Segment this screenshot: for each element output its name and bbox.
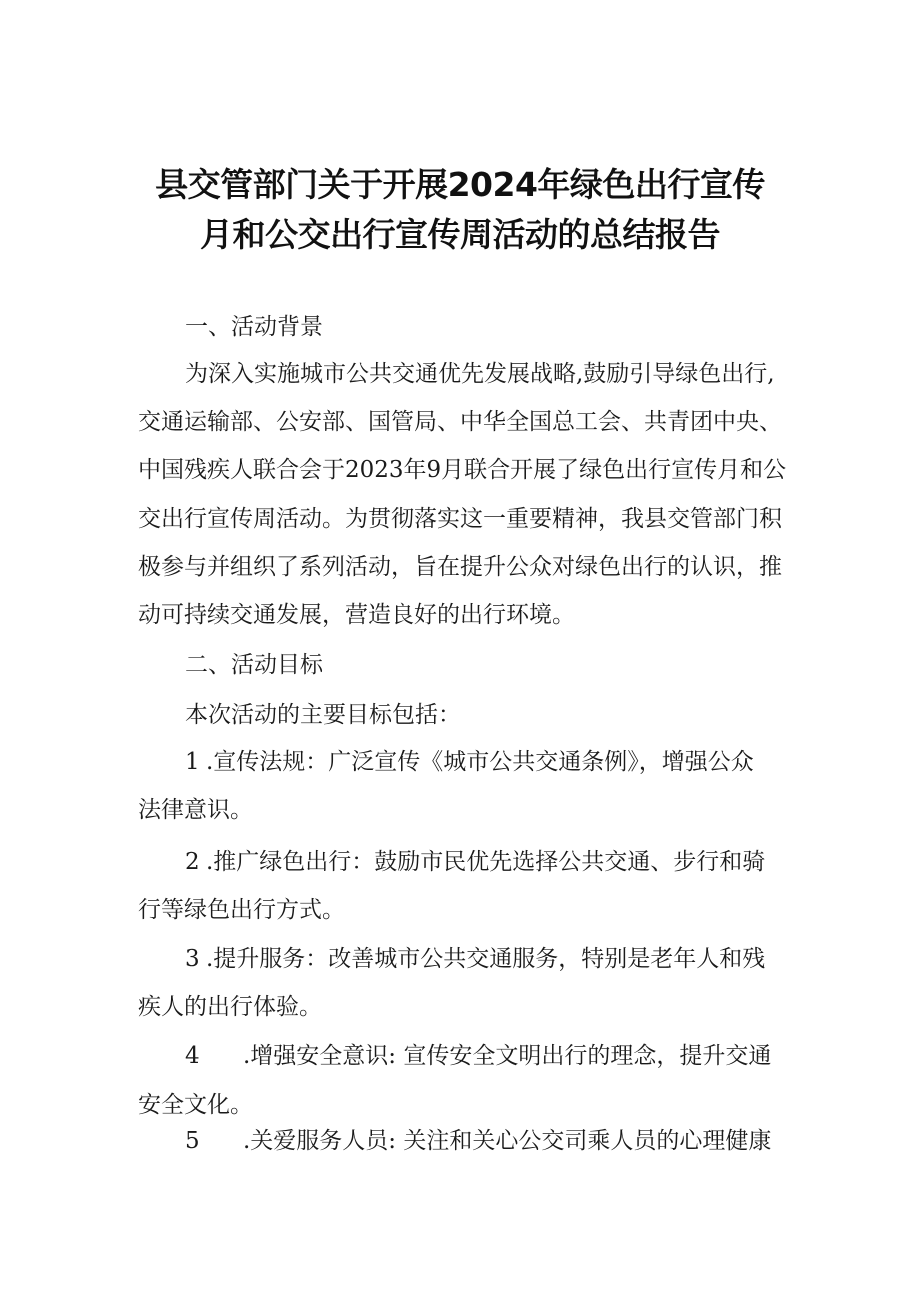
section-heading-goals: 二、活动目标 xyxy=(185,652,323,678)
paragraph-line: 动可持续交通发展，营造良好的出行环境。 xyxy=(138,602,575,628)
paragraph-line: 极参与并组织了系列活动，旨在提升公众对绿色出行的认识，推 xyxy=(138,554,782,580)
goal-text-line: 行等绿色出行方式。 xyxy=(138,897,345,923)
goal-text-line: .推广绿色出行：鼓励市民优先选择公共交通、步行和骑 xyxy=(206,849,766,875)
section-heading-background: 一、活动背景 xyxy=(185,314,323,340)
goal-text-line: 安全文化。 xyxy=(138,1092,253,1118)
goal-number: 2 xyxy=(185,849,200,875)
goal-number: 4 xyxy=(185,1043,200,1069)
goal-number: 1 xyxy=(185,749,200,775)
goals-intro: 本次活动的主要目标包括： xyxy=(185,702,461,728)
goal-text-line: .宣传法规：广泛宣传《城市公共交通条例》，增强公众 xyxy=(206,749,754,775)
goal-number: 3 xyxy=(185,946,200,972)
goal-text-line: 疾人的出行体验。 xyxy=(138,994,322,1020)
goal-text-line: .提升服务：改善城市公共交通服务，特别是老年人和残 xyxy=(206,946,766,972)
paragraph-line: 交出行宣传周活动。为贯彻落实这一重要精神，我县交管部门积 xyxy=(138,506,782,532)
goal-number: 5 xyxy=(185,1128,200,1154)
document-title-line-2: 月和公交出行宣传周活动的总结报告 xyxy=(200,215,720,254)
goal-text-line: .关爱服务人员: 关注和关心公交司乘人员的心理健康 xyxy=(243,1128,772,1154)
paragraph-line: 为深入实施城市公共交通优先发展战略,鼓励引导绿色出行, xyxy=(185,361,775,387)
goal-text-line: 法律意识。 xyxy=(138,797,253,823)
document-title-line-1: 县交管部门关于开展2024年绿色出行宣传 xyxy=(155,165,765,204)
goal-text-line: .增强安全意识: 宣传安全文明出行的理念，提升交通 xyxy=(243,1043,772,1069)
paragraph-line: 交通运输部、公安部、国管局、中华全国总工会、共青团中央、 xyxy=(138,409,782,435)
paragraph-line: 中国残疾人联合会于2023年9月联合开展了绿色出行宣传月和公 xyxy=(138,457,787,483)
